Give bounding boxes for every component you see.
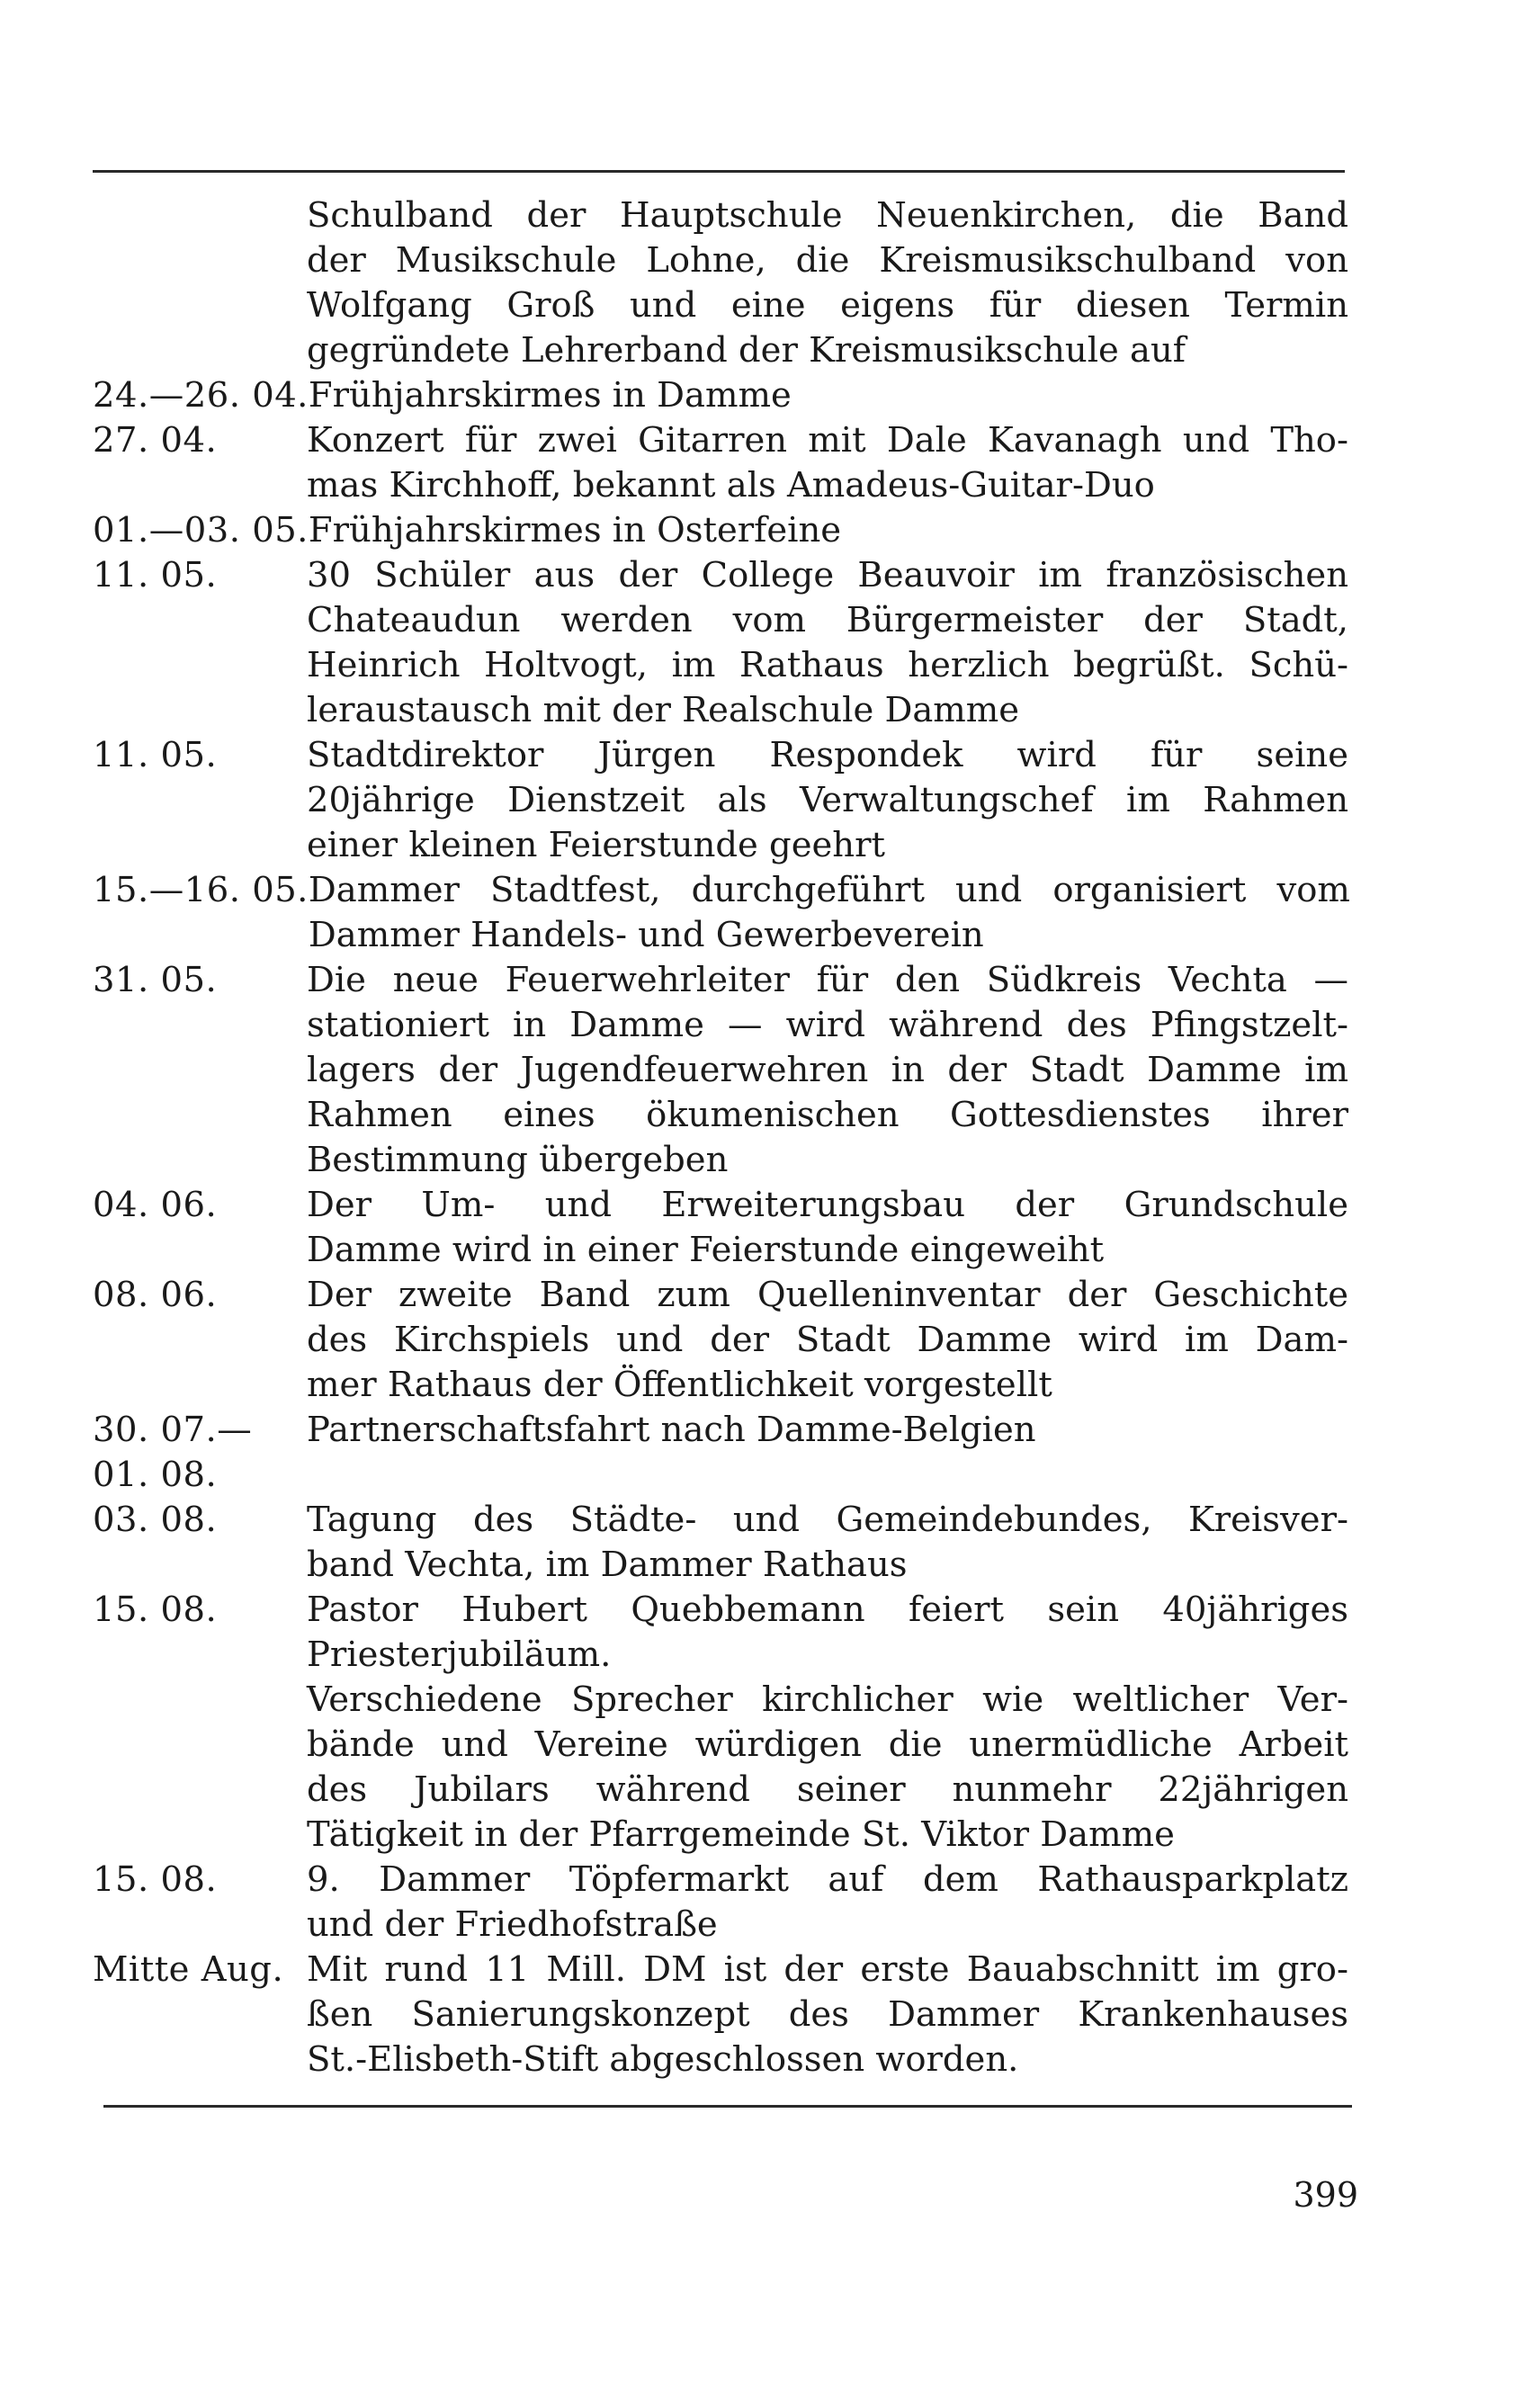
chronicle-entry bbox=[93, 1183, 1352, 1273]
entry-date: 30. 07.— bbox=[93, 1410, 253, 1450]
entry-text-line: Der zweite Band zum Quelleninventar der Geschichte bbox=[307, 1275, 1348, 1315]
entry-text-line: Verschiedene Sprecher kirchlicher wie weltlicher Ver- bbox=[307, 1679, 1348, 1720]
entry-text-line bbox=[307, 1453, 1348, 1498]
entry-text-line: Wolfgang Groß und eine eigens für diesen Termin bbox=[307, 285, 1348, 326]
entry-text-line: gegründete Lehrerband der Kreismusikschule auf bbox=[307, 330, 1186, 371]
chronicle-entry bbox=[93, 868, 1352, 958]
chronicle-entry bbox=[93, 733, 1352, 868]
entry-text-line: Partnerschaftsfahrt nach Damme-Belgien bbox=[307, 1410, 1036, 1450]
chronicle-entry bbox=[93, 1453, 1352, 1498]
entry-text-line: Chateaudun werden vom Bürgermeister der Stadt, bbox=[307, 600, 1348, 640]
entry-text bbox=[309, 373, 1350, 418]
entry-text-line: des Jubilars während seiner nunmehr 22jährigen bbox=[307, 1769, 1348, 1810]
entry-text-line: Heinrich Holtvogt, im Rathaus herzlich begrüßt. Schü- bbox=[307, 645, 1348, 685]
entry-text-line: 30 Schüler aus der College Beauvoir im französischen bbox=[307, 555, 1348, 596]
page-number: 399 bbox=[1293, 2175, 1358, 2215]
entry-text bbox=[307, 418, 1348, 508]
entry-text-line: Frühjahrskirmes in Damme bbox=[308, 375, 792, 416]
entry-text bbox=[307, 1408, 1348, 1453]
entry-date: 31. 05. bbox=[93, 960, 218, 1000]
entry-date: 11. 05. bbox=[93, 555, 218, 596]
entry-text-line: Priesterjubiläum. bbox=[307, 1634, 612, 1675]
entry-text bbox=[307, 1948, 1348, 2082]
entry-text-line: Mit rund 11 Mill. DM ist der erste Bauabschnitt im gro- bbox=[307, 1949, 1348, 1990]
entry-text-line: Bestimmung übergeben bbox=[307, 1140, 729, 1180]
entry-text bbox=[307, 1498, 1348, 1588]
chronicle-entry bbox=[93, 508, 1352, 553]
entry-date: Mitte Aug. bbox=[93, 1949, 284, 1990]
entry-date: 24.—26. 04. bbox=[93, 375, 309, 416]
chronicle-entry bbox=[93, 193, 1352, 373]
entry-text-line: und der Friedhofstraße bbox=[307, 1904, 718, 1945]
entry-text-line: stationiert in Damme — wird während des Pfingstzelt- bbox=[307, 1005, 1348, 1045]
entry-text-line: bände und Vereine würdigen die unermüdliche Arbeit bbox=[307, 1724, 1348, 1765]
entry-text-line: lagers der Jugendfeuerwehren in der Stadt Damme im bbox=[307, 1050, 1348, 1090]
entry-text-line: Der Um- und Erweiterungsbau der Grundschule bbox=[307, 1185, 1348, 1225]
entry-date: 04. 06. bbox=[93, 1185, 218, 1225]
entry-text bbox=[307, 193, 1348, 373]
entry-text-line: Konzert für zwei Gitarren mit Dale Kavanagh und Tho- bbox=[307, 420, 1348, 461]
entry-text bbox=[307, 553, 1348, 733]
entry-text-line: Rahmen eines ökumenischen Gottesdienstes ihrer bbox=[307, 1095, 1348, 1135]
entry-text-line: mas Kirchhoff, bekannt als Amadeus-Guitar-Duo bbox=[307, 465, 1155, 506]
entry-date: 15. 08. bbox=[93, 1859, 218, 1900]
entry-date: 01. 08. bbox=[93, 1455, 218, 1495]
chronicle-entry bbox=[93, 1408, 1352, 1453]
entry-date: 15.—16. 05. bbox=[93, 870, 309, 910]
entry-text-line: des Kirchspiels und der Stadt Damme wird im Dam- bbox=[307, 1320, 1348, 1360]
entry-text bbox=[307, 1453, 1348, 1498]
entry-text bbox=[307, 1588, 1348, 1858]
entry-date: 01.—03. 05. bbox=[93, 510, 309, 551]
entry-text-line: Die neue Feuerwehrleiter für den Südkreis Vechta — bbox=[307, 960, 1348, 1000]
chronicle-entry bbox=[93, 958, 1352, 1183]
entry-date: 15. 08. bbox=[93, 1589, 218, 1630]
entry-text bbox=[309, 868, 1350, 958]
entry-date: 27. 04. bbox=[93, 420, 218, 461]
entry-text-line: Frühjahrskirmes in Osterfeine bbox=[308, 510, 842, 551]
chronicle-entry bbox=[93, 418, 1352, 508]
entry-text-line: Tagung des Städte- und Gemeindebundes, Kreisver- bbox=[307, 1500, 1348, 1540]
entry-text-line: Stadtdirektor Jürgen Respondek wird für seine bbox=[307, 735, 1348, 775]
chronicle-entry bbox=[93, 553, 1352, 733]
entry-text-line: der Musikschule Lohne, die Kreismusikschulband von bbox=[307, 240, 1348, 281]
chronicle-entry bbox=[93, 1273, 1352, 1408]
chronicle-entry bbox=[93, 1498, 1352, 1588]
bottom-rule bbox=[103, 2105, 1352, 2108]
entry-text-line: Damme wird in einer Feierstunde eingeweiht bbox=[307, 1230, 1105, 1270]
entry-text-line: Schulband der Hauptschule Neuenkirchen, die Band bbox=[307, 195, 1348, 236]
chronicle-entry bbox=[93, 1588, 1352, 1858]
entry-text bbox=[307, 1858, 1348, 1948]
entry-text bbox=[307, 1183, 1348, 1273]
entry-text-line: mer Rathaus der Öffentlichkeit vorgestellt bbox=[307, 1365, 1052, 1405]
entry-text-line: St.-Elisbeth-Stift abgeschlossen worden. bbox=[307, 2039, 1019, 2080]
entry-date: 11. 05. bbox=[93, 735, 218, 775]
entry-text-line: leraustausch mit der Realschule Damme bbox=[307, 690, 1020, 730]
entry-date: 03. 08. bbox=[93, 1500, 218, 1540]
entry-text-line: Dammer Stadtfest, durchgeführt und organisiert vom bbox=[308, 870, 1350, 910]
entry-text-line: band Vechta, im Dammer Rathaus bbox=[307, 1545, 908, 1585]
entry-text bbox=[307, 958, 1348, 1183]
chronicle-entry bbox=[93, 1858, 1352, 1948]
entry-text-line: ßen Sanierungskonzept des Dammer Krankenhauses bbox=[307, 1994, 1348, 2035]
chronicle-entry bbox=[93, 373, 1352, 418]
chronicle-entry bbox=[93, 1948, 1352, 2082]
entry-text-line: einer kleinen Feierstunde geehrt bbox=[307, 825, 885, 865]
entry-date: 08. 06. bbox=[93, 1275, 218, 1315]
entry-text bbox=[307, 1273, 1348, 1408]
entry-text-line: 20jährige Dienstzeit als Verwaltungschef im Rahmen bbox=[307, 780, 1348, 820]
entry-text-line: Dammer Handels- und Gewerbeverein bbox=[308, 915, 984, 955]
entry-text-line: 9. Dammer Töpfermarkt auf dem Rathausparkplatz bbox=[307, 1859, 1348, 1900]
entry-text bbox=[309, 508, 1350, 553]
top-rule bbox=[93, 170, 1345, 173]
chronicle-entries bbox=[93, 193, 1352, 2082]
entry-text-line: Tätigkeit in der Pfarrgemeinde St. Viktor Damme bbox=[307, 1814, 1175, 1855]
entry-text-line: Pastor Hubert Quebbemann feiert sein 40jähriges bbox=[307, 1589, 1348, 1630]
entry-text bbox=[307, 733, 1348, 868]
